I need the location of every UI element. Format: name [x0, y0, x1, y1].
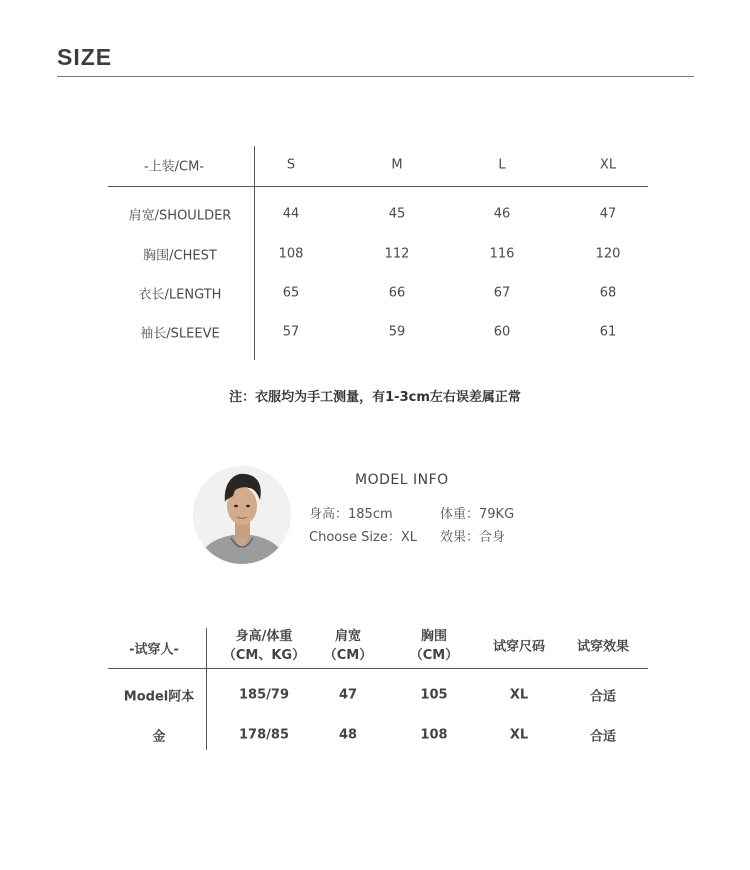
fit-header: [410, 627, 458, 665]
model-fit-effect: 效果：合身: [440, 530, 506, 545]
size-table-vertical-divider: [254, 146, 255, 360]
size-cell: 47: [599, 206, 617, 222]
size-cell: 59: [388, 324, 406, 340]
size-cell: 120: [595, 246, 621, 262]
fit-header-line2: （CM、KG）: [222, 648, 306, 663]
fit-table-header-divider: [108, 668, 648, 669]
fit-row-name: Model阿本: [123, 689, 195, 705]
size-cell: 67: [493, 285, 511, 301]
fit-row-name: 金: [152, 729, 166, 745]
size-cell: 108: [278, 246, 304, 262]
size-header-s: S: [286, 157, 296, 173]
size-table-corner: -上装/CM-: [143, 159, 205, 175]
fit-table-vertical-divider: [206, 628, 207, 750]
fit-cell: 185/79: [239, 687, 289, 703]
fit-header: [324, 627, 372, 665]
size-cell: 112: [384, 246, 410, 262]
size-cell: 65: [282, 285, 300, 301]
size-row-label: 胸围/CHEST: [143, 248, 217, 264]
fit-cell: XL: [509, 727, 529, 743]
fit-header-line1: 胸围: [420, 629, 448, 644]
fit-header: 试穿效果: [576, 639, 630, 655]
fit-cell: XL: [509, 687, 529, 703]
fit-cell: 合适: [589, 729, 617, 745]
model-weight: 体重：79KG: [440, 507, 515, 522]
measurement-note: 注：衣服均为手工测量，有1-3cm左右误差属正常: [229, 390, 521, 405]
fit-header-line2: （CM）: [409, 648, 459, 663]
fit-cell: 47: [338, 687, 358, 703]
fit-cell: 108: [420, 727, 448, 743]
size-header-xl: XL: [599, 157, 617, 173]
fit-cell: 105: [420, 687, 448, 703]
fit-cell: 合适: [589, 689, 617, 705]
size-table: [108, 146, 648, 362]
size-cell: 116: [489, 246, 515, 262]
size-cell: 61: [599, 324, 617, 340]
fitting-table: [108, 628, 648, 752]
page-title: SIZE: [57, 44, 113, 70]
size-header-l: L: [498, 157, 506, 173]
size-cell: 66: [388, 285, 406, 301]
fit-header-line1: 身高/体重: [235, 629, 293, 644]
size-cell: 46: [493, 206, 511, 222]
size-header-m: M: [391, 157, 403, 173]
fit-header-line2: （CM）: [323, 648, 373, 663]
fit-cell: 48: [338, 727, 358, 743]
title-divider: [57, 76, 694, 77]
size-row-label: 肩宽/SHOULDER: [128, 208, 232, 224]
model-height: 身高：185cm: [309, 507, 393, 522]
size-cell: 68: [599, 285, 617, 301]
fit-table-corner: -试穿人-: [129, 642, 179, 658]
size-cell: 45: [388, 206, 406, 222]
model-info-title: MODEL INFO: [355, 472, 449, 488]
fit-cell: 178/85: [239, 727, 289, 743]
size-cell: 57: [282, 324, 300, 340]
fit-header: [223, 627, 305, 665]
size-row-label: 衣长/LENGTH: [138, 287, 222, 303]
fit-header-line1: 肩宽: [334, 629, 362, 644]
model-size: Choose Size：XL: [309, 530, 417, 545]
size-table-header-divider: [108, 186, 648, 187]
size-row-label: 袖长/SLEEVE: [140, 326, 220, 342]
fit-header: 试穿尺码: [492, 639, 546, 655]
size-cell: 60: [493, 324, 511, 340]
size-cell: 44: [282, 206, 300, 222]
model-avatar: [193, 466, 291, 564]
